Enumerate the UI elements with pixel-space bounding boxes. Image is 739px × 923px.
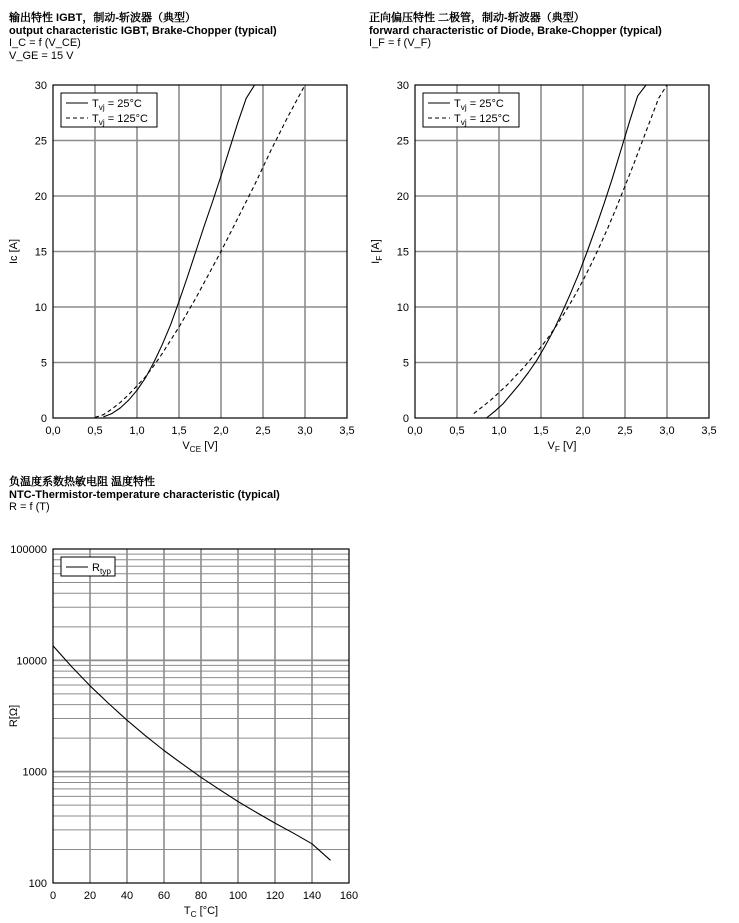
diode-ytick-label: 20 — [396, 191, 409, 203]
igbt-xtick-label: 1,0 — [129, 425, 145, 437]
diode-xtick-label: 0,5 — [449, 425, 465, 437]
diode-y-axis-label: $I_F$ [A] — [370, 239, 384, 264]
diode-xtick-label: 0,0 — [407, 425, 423, 437]
diode-xtick-label: 1,0 — [491, 425, 507, 437]
igbt-ytick-label: 20 — [34, 191, 47, 203]
ntc-ytick-label: 100 — [28, 878, 47, 890]
diode-xtick-label: 3,5 — [701, 425, 717, 437]
igbt-ytick-label: 30 — [34, 80, 47, 92]
ntc-legend-label-0: $R_{typ}$ — [92, 562, 111, 576]
igbt-ytick-label: 15 — [34, 246, 47, 259]
igbt-xtick-label: 1,5 — [171, 425, 187, 437]
header-igbt-condition: V_GE = 15 V — [9, 49, 74, 62]
igbt-chart — [8, 80, 355, 454]
diode-ytick-label: 15 — [396, 246, 409, 259]
ntc-ytick-label: 1000 — [22, 766, 47, 779]
diode-xtick-label: 2,0 — [575, 425, 591, 437]
ntc-xtick-label: 0 — [49, 890, 57, 902]
header-ntc-en: NTC-Thermistor-temperature characteristic (typical) — [9, 488, 280, 501]
igbt-legend-label-0: $T_{vj} = 25^\circ C$ — [92, 98, 142, 112]
diode-xtick-label: 1,5 — [533, 425, 549, 437]
ntc-chart — [8, 544, 358, 919]
igbt-xtick-label: 2,5 — [255, 425, 271, 437]
header-igbt-en: output characteristic IGBT, Brake-Chopper (typical) — [9, 24, 277, 37]
igbt-legend-label-1: $T_{vj} = 125^\circ C$ — [92, 113, 148, 127]
diode-xtick-label: 2,5 — [617, 425, 633, 437]
igbt-xtick-label: 3,5 — [339, 425, 355, 437]
diode-ytick-label: 25 — [396, 135, 409, 148]
igbt-xtick-label: 2,0 — [213, 425, 229, 437]
igbt-ytick-label: 10 — [34, 302, 47, 314]
ntc-y-axis-label: R[Ω] — [8, 704, 20, 728]
ntc-x-axis-label: $T_C$ [°C] — [183, 905, 219, 919]
igbt-xtick-label: 3,0 — [297, 425, 313, 437]
diode-x-axis-label: $V_F$ [V] — [547, 440, 577, 454]
igbt-ytick-label: 5 — [40, 357, 47, 370]
diode-legend-label-1: $T_{vj} = 125^\circ C$ — [454, 113, 510, 127]
ntc-ytick-label: 10000 — [16, 655, 47, 668]
header-ntc-cn: 负温度系数热敏电阻 温度特性 — [9, 476, 156, 488]
ntc-xtick-label: 100 — [228, 890, 248, 902]
ntc-xtick-label: 140 — [302, 890, 322, 902]
diode-xtick-label: 3,0 — [659, 425, 675, 437]
diode-series-1-line — [474, 85, 667, 414]
diode-ytick-label: 10 — [396, 302, 409, 314]
ntc-xtick-label: 160 — [339, 890, 359, 902]
ntc-xtick-label: 40 — [120, 890, 134, 902]
igbt-xtick-label: 0,0 — [45, 425, 61, 437]
header-diode-en: forward characteristic of Diode, Brake-Chopper (typical) — [369, 24, 662, 37]
diode-ytick-label: 5 — [402, 357, 409, 370]
diode-ytick-label: 0 — [402, 413, 409, 425]
ntc-ytick-label: 100000 — [10, 544, 47, 556]
diode-legend-label-0: $T_{vj} = 25^\circ C$ — [454, 98, 504, 112]
header-ntc-formula: R = f (T) — [9, 501, 50, 513]
header-igbt-formula: I_C = f (V_CE) — [9, 37, 81, 49]
header-diode-cn: 正向偏压特性 二极管，制动-斩波器（典型） — [369, 12, 585, 24]
igbt-ytick-label: 25 — [34, 135, 47, 148]
diode-chart — [370, 80, 717, 454]
igbt-x-axis-label: $V_{CE}$ [V] — [182, 440, 218, 454]
igbt-ytick-label: 0 — [40, 413, 47, 425]
ntc-xtick-label: 60 — [157, 890, 171, 902]
diode-ytick-label: 30 — [396, 80, 409, 92]
header-diode-formula: I_F = f (V_F) — [369, 37, 432, 49]
header-igbt-cn: 输出特性 IGBT，制动-斩波器（典型） — [9, 12, 196, 24]
ntc-xtick-label: 20 — [83, 890, 97, 902]
ntc-xtick-label: 80 — [194, 890, 208, 902]
ntc-xtick-label: 120 — [265, 890, 285, 902]
igbt-y-axis-label: Ic [A] — [8, 238, 20, 265]
igbt-xtick-label: 0,5 — [87, 425, 103, 437]
